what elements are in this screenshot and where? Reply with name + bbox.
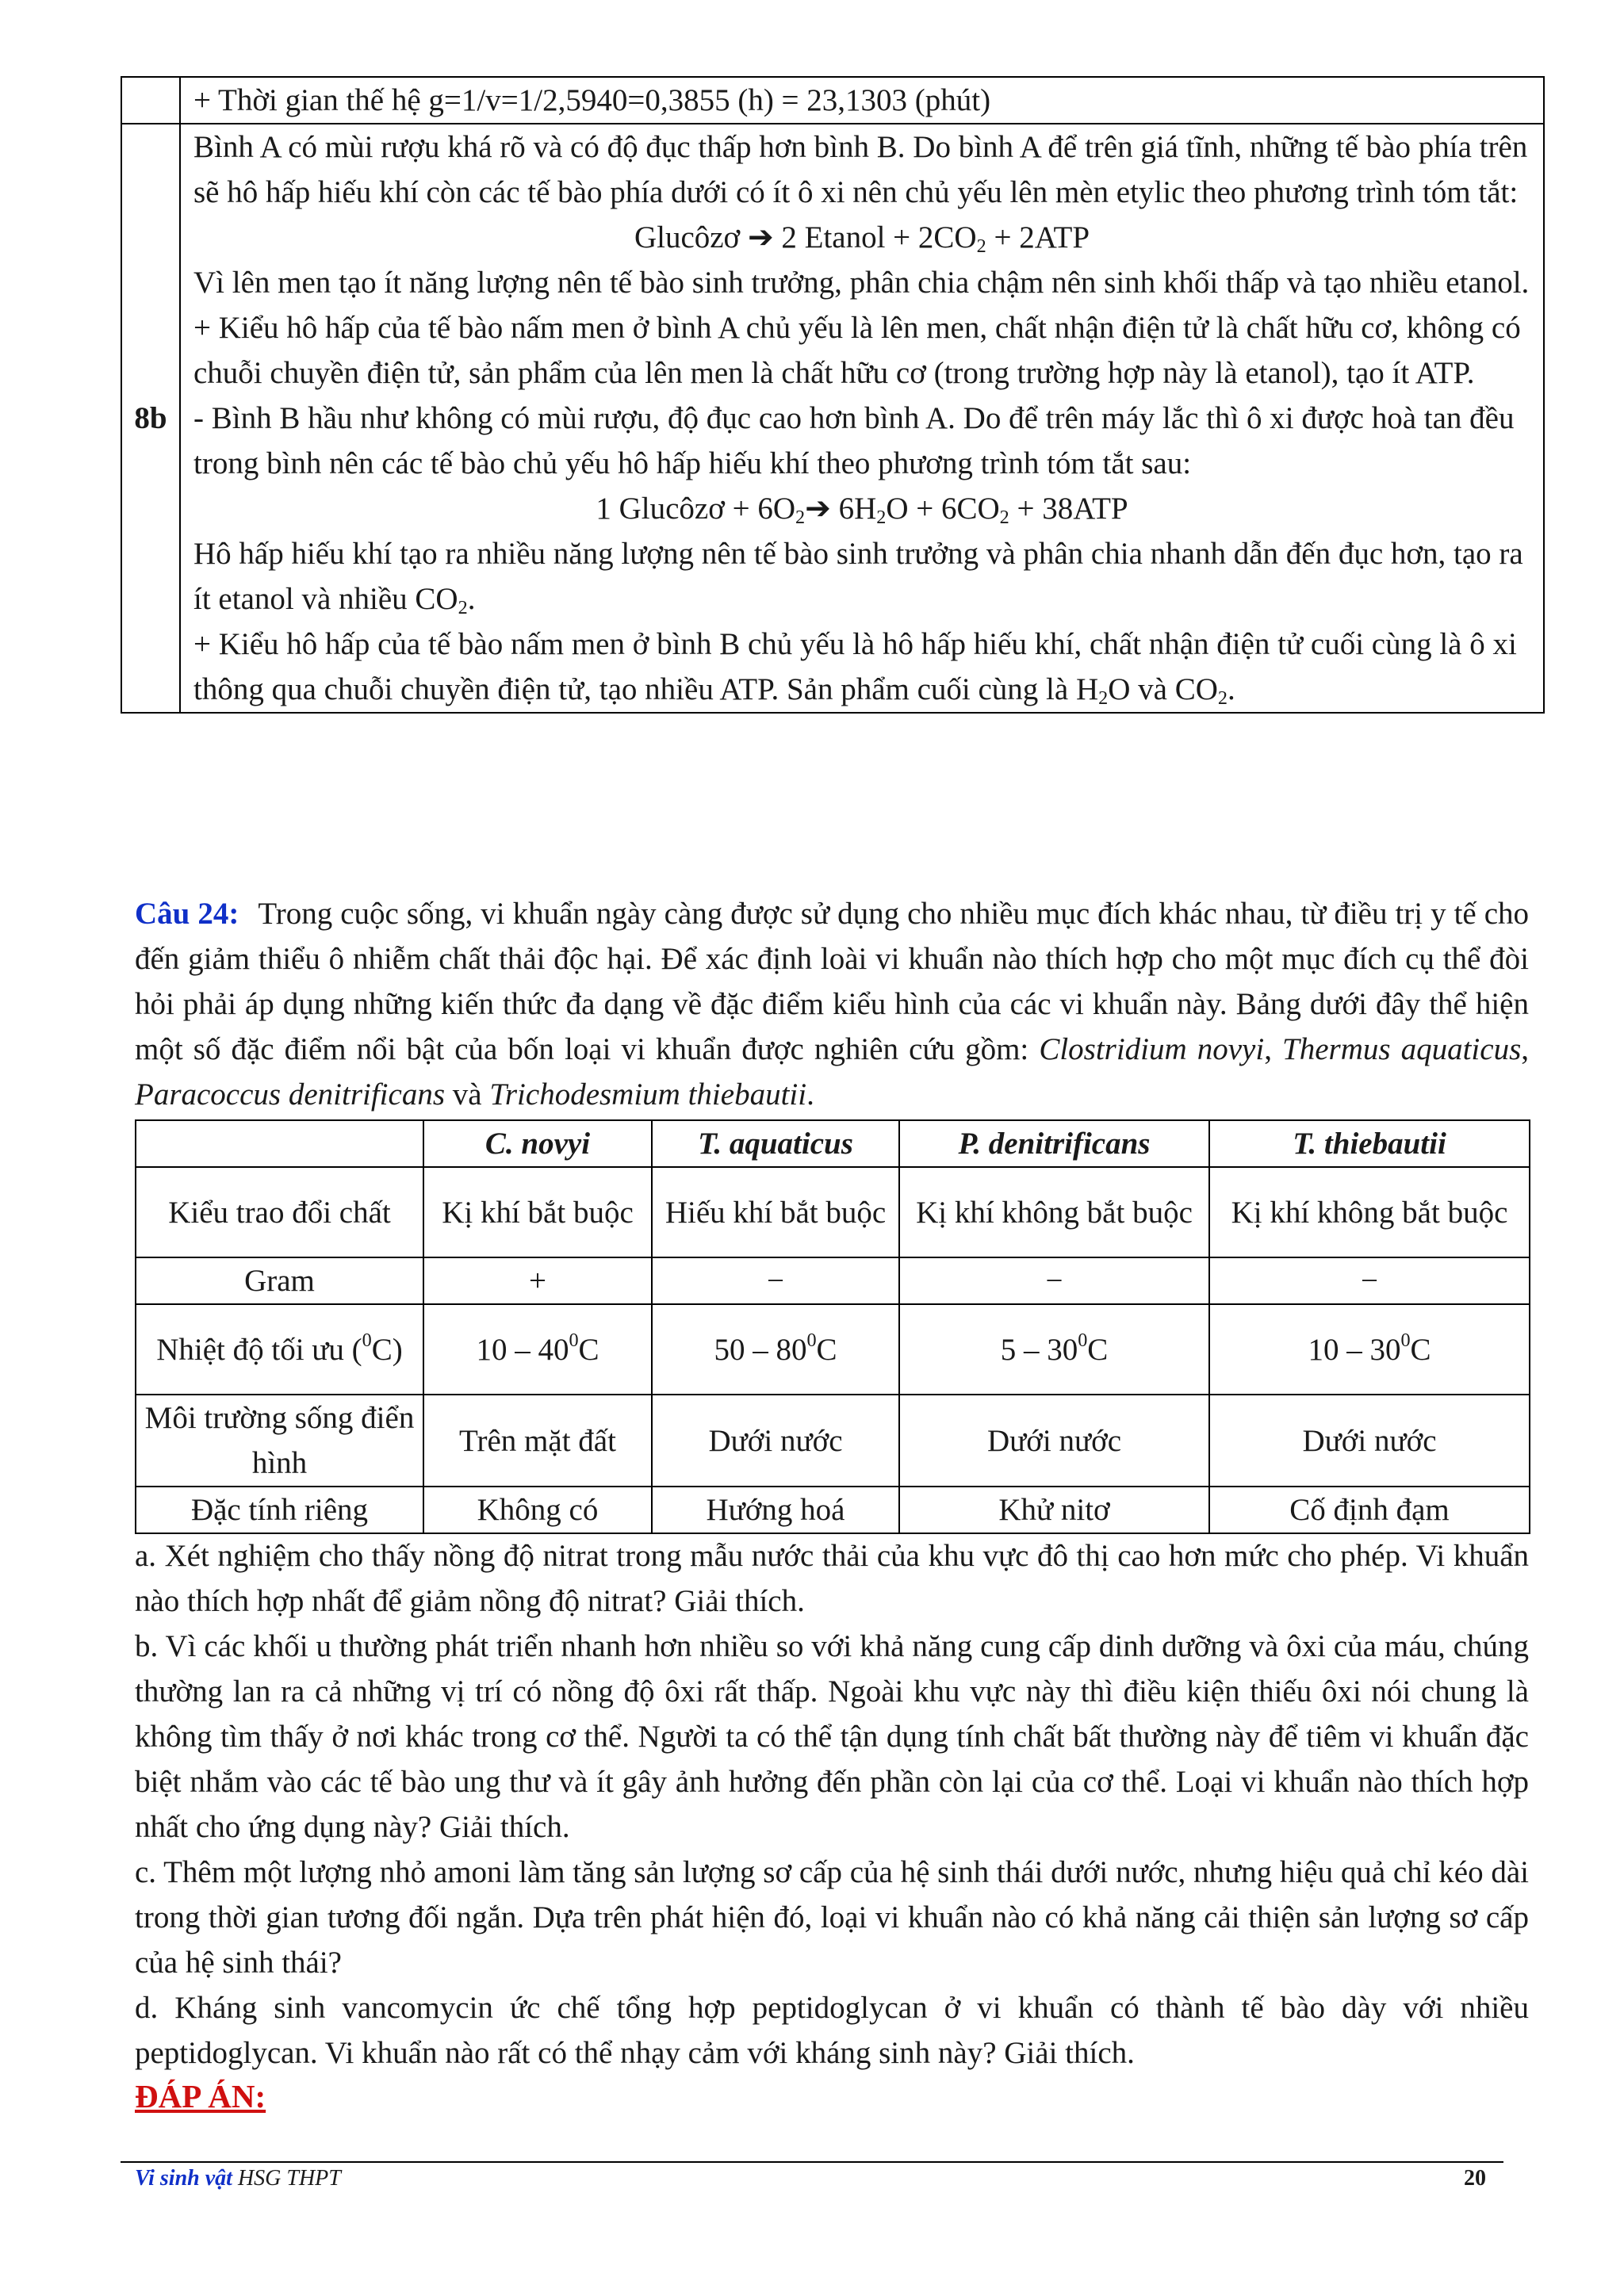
species-name: Thermus aquaticus xyxy=(1282,1032,1522,1066)
table-cell: $5 - 30^0C$ xyxy=(899,1304,1209,1395)
table-cell: Dưới nước xyxy=(899,1395,1209,1487)
species-name: Paracoccus denitrificans xyxy=(135,1077,446,1112)
answer-table xyxy=(121,76,1545,714)
answer-heading: ĐÁP ÁN: xyxy=(135,2078,266,2114)
answer-paragraph: + Kiểu hô hấp của tế bào nấm men ở bình A chủ yếu là lên men, chất nhận điện tử là chất hữu cơ, không có chuỗi chuyền điện tử, sản phẩm của lên men là chất hữu cơ (trong trường hợp này là etanol), tạo ít ATP. xyxy=(193,311,1521,390)
table-cell: Kị khí bắt buộc xyxy=(423,1167,652,1257)
table-cell: Kị khí không bắt buộc xyxy=(1209,1167,1530,1257)
table-row xyxy=(136,1257,1530,1304)
table-cell: + xyxy=(423,1257,652,1304)
table-header xyxy=(136,1120,423,1167)
question-label: Câu 24: xyxy=(135,897,239,931)
table-cell: Kị khí không bắt buộc xyxy=(899,1167,1209,1257)
species-name: Clostridium novyi xyxy=(1039,1032,1265,1066)
table-cell: Khử nitơ xyxy=(899,1487,1209,1533)
answer-row-content xyxy=(180,124,1544,713)
table-cell: Hướng hoá xyxy=(652,1487,899,1533)
table-row xyxy=(136,1304,1530,1395)
subquestion-b: b. Vì các khối u thường phát triển nhanh hơn nhiều so với khả năng cung cấp dinh dưỡng và ôxi của máu, chúng thường lan ra cả những vị trí có nồng độ ôxi rất thấp. Ngoài khu vực này thì điều kiện thiếu ôxi nói chung là không tìm thấy ở nơi khác trong cơ thể. Người ta có thể tận dụng tính chất bất thường này để tiêm vi khuẩn đặc biệt nhắm vào các tế bào ung thư và ít gây ảnh hưởng đến phần còn lại của cơ thể. Loại vi khuẩn nào thích hợp nhất cho ứng dụng này? Giải thích. xyxy=(135,1629,1529,1844)
table-cell: Dưới nước xyxy=(652,1395,899,1487)
table-cell: Dưới nước xyxy=(1209,1395,1530,1487)
table-header: T. aquaticus xyxy=(652,1120,899,1167)
answer-paragraph: Bình A có mùi rượu khá rõ và có độ đục thấp hơn bình B. Do bình A để trên giá tĩnh, những tế bào phía trên sẽ hô hấp hiếu khí còn các tế bào phía dưới có ít ô xi nên chủ yếu lên mèn etylic theo phương trình tóm tắt: xyxy=(193,130,1528,209)
species-name: Trichodesmium thiebautii xyxy=(489,1077,807,1112)
generation-time-text: + Thời gian thế hệ g=1/v=1/2,5940=0,3855 (h) = 23,1303 (phút) xyxy=(193,83,991,117)
answer-paragraph: Vì lên men tạo ít năng lượng nên tế bào sinh trưởng, phân chia chậm nên sinh khối thấp và tạo nhiều etanol. xyxy=(193,266,1530,300)
subquestion-d: d. Kháng sinh vancomycin ức chế tổng hợp peptidoglycan ở vi khuẩn có thành tế bào dày với nhiều peptidoglycan. Vi khuẩn nào rất có thể nhạy cảm với kháng sinh này? Giải thích. xyxy=(135,1991,1529,2070)
table-cell: $10 - 40^0C$ xyxy=(423,1304,652,1395)
row-label: Đặc tính riêng xyxy=(136,1487,423,1533)
answer-row xyxy=(121,77,1544,124)
answer-row-number: 8b xyxy=(121,124,180,713)
respiration-equation: 1 Glucôzơ + $6O_2➔$ $6H_2O + 6CO_2 + 38ATP$ xyxy=(596,492,1128,529)
table-header: T. thiebautii xyxy=(1209,1120,1530,1167)
footer-title: Vi sinh vật HSG THPT xyxy=(135,2166,341,2191)
answer-row-number xyxy=(121,77,180,124)
table-cell: Hiếu khí bắt buộc xyxy=(652,1167,899,1257)
page-number: 20 xyxy=(1464,2166,1486,2191)
row-label: Nhiệt độ tối ưu ($^0$C) xyxy=(136,1304,423,1395)
table-cell: Trên mặt đất xyxy=(423,1395,652,1487)
table-row xyxy=(136,1487,1530,1533)
table-cell: $50 - 80^0C$ xyxy=(652,1304,899,1395)
table-cell: − xyxy=(899,1257,1209,1304)
subquestion-c: c. Thêm một lượng nhỏ amoni làm tăng sản lượng sơ cấp của hệ sinh thái dưới nước, nhưng hiệu quả chỉ kéo dài trong thời gian tương đối ngắn. Dựa trên phát hiện đó, loại vi khuẩn nào có khả năng cải thiện sản lượng sơ cấp của hệ sinh thái? xyxy=(135,1855,1529,1980)
bacteria-table xyxy=(135,1119,1530,1534)
footer-divider xyxy=(121,2161,1503,2163)
table-row xyxy=(136,1395,1530,1487)
table-header-row xyxy=(136,1120,1530,1167)
table-cell: Cố định đạm xyxy=(1209,1487,1530,1533)
table-header: P. denitrificans xyxy=(899,1120,1209,1167)
table-row xyxy=(136,1167,1530,1257)
subquestions xyxy=(135,1533,1529,2076)
row-label: Kiểu trao đổi chất xyxy=(136,1167,423,1257)
table-cell: − xyxy=(1209,1257,1530,1304)
table-header: C. novyi xyxy=(423,1120,652,1167)
table-cell: Không có xyxy=(423,1487,652,1533)
question-intro: Câu 24: Trong cuộc sống, vi khuẩn ngày càng được sử dụng cho nhiều mục đích khác nhau, từ điều trị y tế cho đến giảm thiểu ô nhiễm chất thải độc hại. Để xác định loài vi khuẩn nào thích hợp cho một mục đích cụ thể đòi hỏi phải áp dụng những kiến thức đa dạng về đặc điểm kiểu hình của các vi khuẩn này. Bảng dưới đây thể hiện một số đặc điểm nổi bật của bốn loại vi khuẩn được nghiên cứu gồm: Clostridium novyi, Thermus aquaticus, Paracoccus denitrificans và Trichodesmium thiebautii. xyxy=(135,897,1530,1112)
arrow-icon: ➔ xyxy=(805,492,831,526)
table-cell: − xyxy=(652,1257,899,1304)
fermentation-equation: Glucôzơ ➔ 2 Etanol + $2CO_2 + 2ATP$ xyxy=(634,220,1090,258)
arrow-icon: ➔ xyxy=(747,220,774,254)
subquestion-a: a. Xét nghiệm cho thấy nồng độ nitrat trong mẫu nước thải của khu vực đô thị cao hơn mức cho phép. Vi khuẩn nào thích hợp nhất để giảm nồng độ nitrat? Giải thích. xyxy=(135,1539,1529,1618)
row-label: Gram xyxy=(136,1257,423,1304)
answer-paragraph: + Kiểu hô hấp của tế bào nấm men ở bình B chủ yếu là hô hấp hiếu khí, chất nhận điện tử cuối cùng là ô xi thông qua chuỗi chuyền điện tử, tạo nhiều ATP. Sản phẩm cuối cùng là $H_2O$ và $CO_2$. xyxy=(193,627,1517,710)
answer-paragraph: Hô hấp hiếu khí tạo ra nhiều năng lượng nên tế bào sinh trưởng và phân chia nhanh dẫn đến đục hơn, tạo ra ít etanol và nhiều $CO_2$. xyxy=(193,537,1523,619)
answer-row xyxy=(121,124,1544,713)
answer-row-content xyxy=(180,77,1544,124)
row-label: Môi trường sống điển hình xyxy=(136,1395,423,1487)
answer-paragraph: - Bình B hầu như không có mùi rượu, độ đục cao hơn bình A. Do để trên máy lắc thì ô xi được hoà tan đều trong bình nên các tế bào chủ yếu hô hấp hiếu khí theo phương trình tóm tắt sau: xyxy=(193,401,1515,480)
table-cell: $10 - 30^0C$ xyxy=(1209,1304,1530,1395)
